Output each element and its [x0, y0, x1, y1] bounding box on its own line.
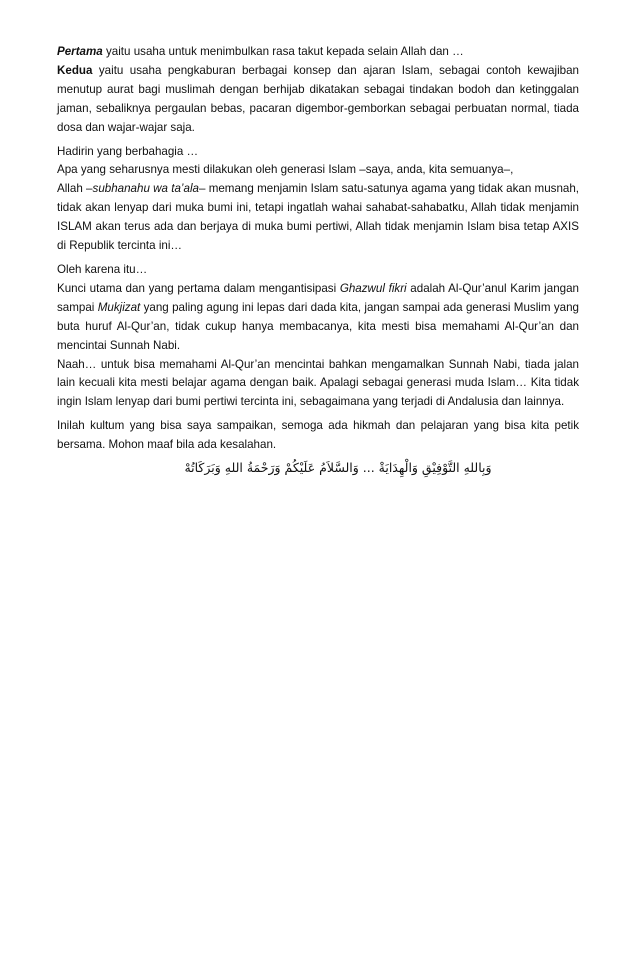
- paragraph-text: adalah Al-Qur’anul Karim jangan sampai: [57, 281, 579, 314]
- paragraph-italic: Ghazwul fikri: [339, 281, 407, 295]
- paragraph-kunci-utama: [57, 280, 579, 356]
- paragraph-italic: Mukjizat: [97, 300, 141, 314]
- paragraph-inilah: Inilah kultum yang bisa saya sampaikan, semoga ada hikmah dan pelajaran yang bisa kita petik bersama. Mohon maaf bila ada kesalahan.: [57, 419, 579, 452]
- paragraph-text: Allah –: [57, 182, 93, 196]
- paragraph-oleh-karena: Oleh karena itu…: [57, 262, 148, 276]
- paragraph-text: yaitu usaha pengkaburan berbagai konsep dan ajaran Islam, sebagai contoh kewajiban menutup aurat bagi muslimah dengan berhijab dikatakan sebagai tindakan bodoh dan ketinggalan jaman, sebaliknya pergaulan bebas, pacaran digembor-gemborkan sebagai perbuatan normal, tiada dosa dan wajar-wajar saja.: [57, 63, 579, 134]
- arabic-closing: وَبِاللهِ التَّوْفِيْقِ وَالْهِدَايَةْ ... وَالسَّلاَمُ عَلَيْكُمْ وَرَحْمَةُ اللهِ وَبَرَكَاتُهْ: [184, 460, 492, 476]
- paragraph-naah: Naah… untuk bisa memahami Al-Qur’an mencintai bahkan mengamalkan Sunnah Nabi, tiada jalan lain kecuali kita mesti belajar agama dengan baik. Apalagi sebagai generasi muda Islam… Kita tidak ingin Islam lenyap dari bumi pertiwi tercinta ini, sebagaimana yang terjadi di Andalusia dan lainnya.: [57, 357, 579, 409]
- paragraph-lead: Pertama: [57, 45, 103, 58]
- paragraph-pertama: [57, 43, 579, 62]
- document-page: [57, 43, 579, 478]
- paragraph-hadirin: Hadirin yang berbahagia …: [57, 144, 199, 158]
- paragraph-italic: subhanahu wa ta’ala: [92, 182, 199, 196]
- paragraph-text: Kunci utama dan yang pertama dalam mengantisipasi: [57, 281, 340, 295]
- paragraph-kedua: [57, 62, 579, 138]
- paragraph-text: yang paling agung ini lepas dari dada kita, jangan sampai ada generasi Muslim yang buta huruf Al-Qur’an, tidak cukup hanya membacanya, kita mesti bisa memahami Al-Qur’an dan mencintai Sunnah Nabi.: [57, 300, 579, 352]
- paragraph-allah: [57, 180, 579, 256]
- paragraph-text: – memang menjamin Islam satu-satunya agama yang tidak akan musnah, tidak akan lenyap dari muka bumi ini, tetapi ingatlah wahai sahabat-sahabatku, Allah tidak menjamin ISLAM akan terus ada dan berjaya di muka bumi pertiwi, Allah tidak menjamin Islam bisa tetap AXIS di Republik tercinta ini…: [57, 182, 580, 253]
- paragraph-lead: Kedua: [57, 63, 93, 77]
- paragraph-text: yaitu usaha untuk menimbulkan rasa takut kepada selain Allah dan …: [102, 45, 464, 58]
- paragraph-apa-yang: Apa yang seharusnya mesti dilakukan oleh generasi Islam –saya, anda, kita semuanya–,: [57, 163, 514, 177]
